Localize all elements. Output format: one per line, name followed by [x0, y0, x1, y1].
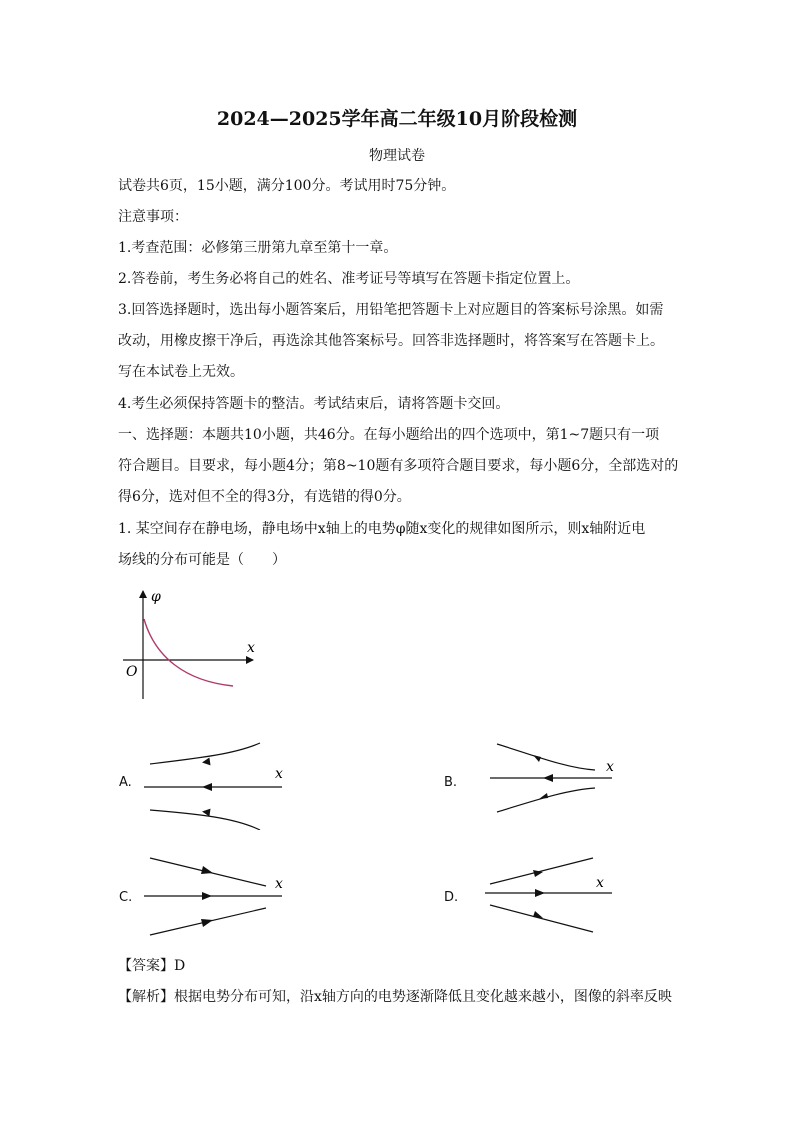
axis-label: x: [606, 759, 614, 775]
field-arrow: [539, 793, 548, 799]
field-arrow: [533, 755, 541, 762]
field-arrow: [202, 783, 212, 791]
field-line: [497, 744, 595, 770]
question-stem: 1. 某空间存在静电场，静电场中x轴上的电势φ随x变化的规律如图所示，则x轴附近电: [118, 521, 646, 537]
field-arrow: [201, 866, 213, 874]
field-arrow: [202, 892, 212, 900]
axis-label: x: [275, 876, 283, 892]
axis-label: x: [275, 766, 283, 782]
option-a-diagram: [140, 740, 300, 830]
field-arrow: [535, 889, 545, 897]
page-subtitle: 物理试卷: [369, 148, 425, 164]
exam-intro: 试卷共6页，15小题，满分100分。考试用时75分钟。: [118, 178, 456, 194]
field-arrow: [543, 774, 553, 782]
option-d-diagram: [485, 850, 625, 940]
field-line: [490, 858, 593, 884]
option-b-diagram: [485, 740, 625, 820]
section-instructions: 符合题目。目要求，每小题4分；第8~10题有多项符合题目要求，每小题6分，全部选对的: [118, 458, 679, 474]
section-instructions: 一、选择题：本题共10小题，共46分。在每小题给出的四个选项中，第1~7题只有一项: [118, 427, 660, 443]
potential-curve: [144, 619, 233, 686]
notice-line: 改动，用橡皮擦干净后，再选涂其他答案标号。回答非选择题时，将答案写在答题卡上。: [118, 333, 664, 349]
axis-label: x: [596, 875, 604, 891]
notice-line: 写在本试卷上无效。: [118, 364, 244, 380]
notice-line: 3.回答选择题时，选出每小题答案后，用铅笔把答题卡上对应题目的答案标号涂黑。如需: [118, 302, 664, 318]
analysis-text: 【解析】根据电势分布可知，沿x轴方向的电势逐渐降低且变化越来越小，图像的斜率反映: [118, 989, 672, 1005]
option-c-diagram: [140, 850, 300, 940]
field-arrow: [201, 919, 213, 927]
question-stem: 场线的分布可能是（ ）: [118, 552, 286, 568]
field-line: [490, 905, 593, 932]
field-line: [497, 788, 595, 812]
potential-graph: [115, 585, 265, 705]
notice-heading: 注意事项：: [118, 209, 188, 225]
x-axis-label: x: [247, 640, 255, 656]
option-a-label: A.: [119, 775, 132, 790]
notice-line: 1.考查范围：必修第三册第九章至第十一章。: [118, 240, 398, 256]
option-b-label: B.: [444, 775, 458, 790]
y-axis-label: φ: [151, 589, 161, 605]
option-d-label: D.: [444, 890, 459, 905]
notice-line: 2.答卷前，考生务必将自己的姓名、准考证号等填写在答题卡指定位置上。: [118, 271, 580, 287]
origin-label: O: [126, 664, 138, 680]
section-instructions: 得6分，选对但不全的得3分，有选错的得0分。: [118, 489, 411, 505]
page-title: 2024—2025学年高二年级10月阶段检测: [216, 108, 578, 130]
field-arrow: [533, 911, 543, 918]
option-c-label: C.: [119, 890, 133, 905]
notice-line: 4.考生必须保持答题卡的整洁。考试结束后，请将答题卡交回。: [118, 396, 510, 412]
answer-text: 【答案】D: [118, 958, 186, 974]
field-arrow: [201, 757, 210, 766]
